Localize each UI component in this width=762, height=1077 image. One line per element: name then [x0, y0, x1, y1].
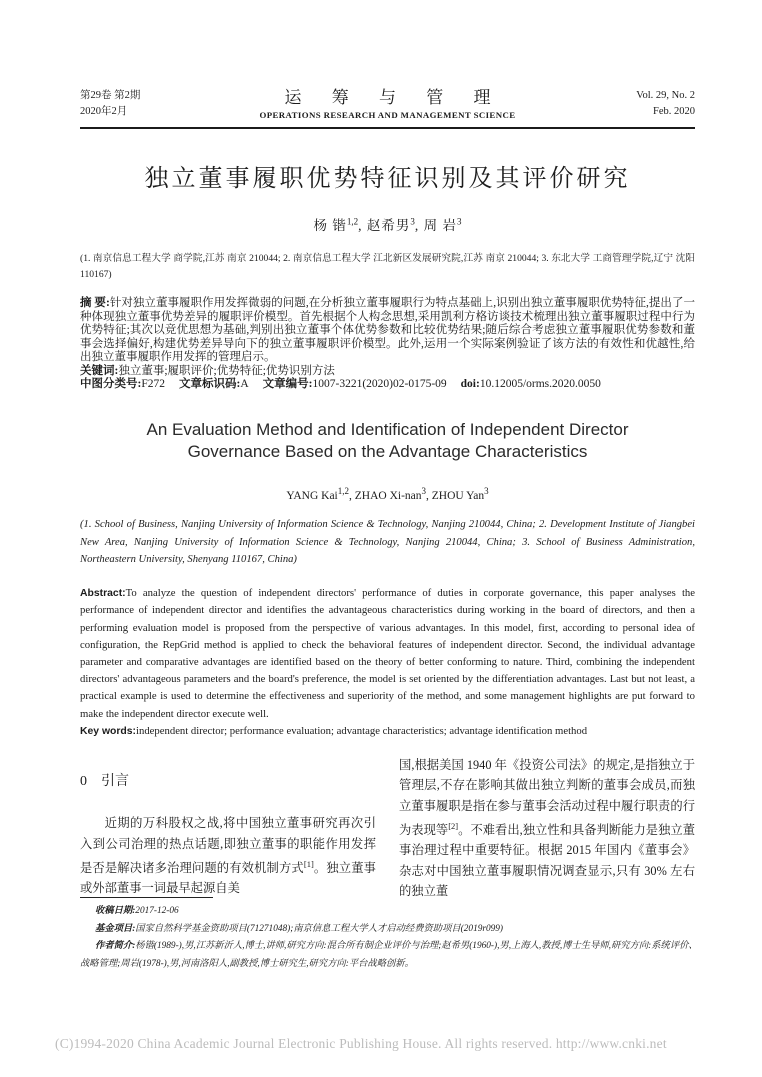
- doi-label: doi:: [460, 378, 480, 390]
- keywords-text-cn: 独立董事;履职评价;优势特征;优势识别方法: [118, 364, 335, 377]
- page-content: [80, 88, 695, 901]
- affiliations-en: (1. School of Business, Nanjing University of Information Science & Technology, Nanjing 210044, China; 2. Development Institute of Jiangbei New Area, Nanjing University of Information Science & Technology, Nanjing 210044, China; 3. School of Business Administration, Northeastern University, Shenyang 110167, China): [80, 519, 695, 565]
- header-divider: [80, 127, 695, 129]
- author-name-en: ZHOU Yan: [431, 489, 485, 502]
- keywords-en: [80, 723, 695, 740]
- article-title-en-line2: Governance Based on the Advantage Characteristics: [187, 442, 588, 461]
- received-date-label: 收稿日期:: [95, 906, 136, 916]
- clc-number: F272: [141, 378, 165, 390]
- doc-code-label: 文章标识码:: [179, 378, 241, 390]
- article-title-en: [80, 419, 695, 464]
- author-affil-sup: 1,2: [337, 485, 350, 496]
- funding-value: 国家自然科学基金资助项目(71271048);南京信息工程大学人才启动经费资助项目(2019r099): [135, 923, 504, 934]
- cnki-watermark: (C)1994-2020 China Academic Journal Electronic Publishing House. All rights reserved. http://www.cnki.net: [55, 1036, 667, 1051]
- author-affil-sup: 3: [410, 216, 415, 227]
- received-date-value: 2017-12-06: [135, 906, 179, 916]
- author-separator: ,: [349, 489, 355, 502]
- paragraph-text: 。不难看出,独立性和具备判断能力是独立董事治理过程中重要特征。根据 2015 年国内《董事会》杂志对中国独立董事履职情况调查显示,只有 30% 左右的独立董: [399, 823, 695, 898]
- abstract-cn: [80, 297, 695, 365]
- author-bio-label: 作者简介:: [95, 941, 136, 952]
- doi-value: 10.12005/orms.2020.0050: [479, 378, 601, 390]
- article-title-en-line1: An Evaluation Method and Identification of Independent Director: [146, 419, 629, 439]
- keywords-label-en: Key words:: [80, 725, 137, 737]
- author-bio-value: 杨锴(1989-),男,江苏新沂人,博士,讲师,研究方向:混合所有制企业评价与治理;赵希男(1960-),男,上海人,教授,博士生导师,研究方向:系统评价、战略管理;周岩(1978-),男,河南洛阳人,副教授,博士研究生,研究方向:平台战略创新。: [80, 941, 698, 969]
- doc-code: A: [240, 378, 249, 390]
- author-affil-sup: 3: [484, 485, 489, 496]
- paragraph-text: 国,根据美国 1940 年《投资公司法》的规定,是指独立于管理层,不存在影响其做出独立判断的董事会成员,而独立董事履职是指在参与董事会活动过程中履行职责的行为表现等: [399, 758, 695, 838]
- article-title-cn: 独立董事履职优势特征识别及其评价研究: [144, 166, 631, 192]
- article-id: 1007-3221(2020)02-0175-09: [312, 378, 447, 390]
- author-separator: ,: [426, 489, 432, 502]
- keywords-cn: [80, 365, 695, 379]
- header-center: [200, 88, 575, 122]
- keywords-label-cn: 关键词:: [80, 364, 119, 377]
- body-paragraph: [399, 755, 695, 901]
- paragraph-text: 近期的万科股权之战,将中国独立董事研究再次引入到公司治理的热点话题,即独立董事的职能作用发挥是否是解决诸多治理问题的有效机制方式: [80, 816, 376, 876]
- date-cn: 2020年2月: [80, 106, 128, 117]
- body-column-right: [399, 755, 695, 901]
- author-affil-sup: 3: [421, 485, 427, 496]
- volume-issue-cn: 第29卷 第2期: [80, 90, 141, 101]
- author-affil-sup: 3: [457, 216, 462, 227]
- authors-line-en: [80, 486, 695, 502]
- abstract-text-en: To analyze the question of independent directors' performance of duties in corporate governance, this paper analyses the performance of independent director and identifies the advantageous characteristics during working in the board of directors, and then a performing evaluation model is proposed from the perspective of various advantages. In this model, first, according to personal idea of configuration, the RepGrid method is applied to check the behavioral features of independent director. Second, the individual advantage parameter and comparative advantages are identified based on the theory of better conforming to nature. Third, combining the independent directors' advantageous parameters and the board's preference, the model is set oriented by the differentiation advantages. Last but not least, a practical example is used to determine the effectiveness and superiority of the method, and some management highlights are put forward to make the independent director execute well.: [80, 587, 695, 720]
- author-name: 周 岩: [423, 218, 457, 233]
- body-column-left: [80, 755, 376, 901]
- section-heading: [80, 772, 376, 792]
- author-affil-sup: 1,2: [346, 216, 359, 227]
- footnote-author-bio: [80, 938, 698, 973]
- header-right: [575, 88, 695, 120]
- author-name: 赵希男: [366, 218, 411, 233]
- footnote-funding: [80, 921, 698, 939]
- author-separator: ,: [358, 218, 367, 233]
- footnote-received-date: [80, 903, 698, 921]
- keywords-text-en: independent director; performance evaluation; advantage characteristics; advantage identification method: [136, 724, 588, 737]
- body-paragraph: [80, 813, 376, 898]
- author-separator: ,: [414, 218, 424, 233]
- paragraph-text: 。独立董事或外部董事一词最早起源自美: [80, 861, 376, 896]
- clc-label: 中图分类号:: [80, 378, 142, 390]
- abstract-label-en: Abstract:: [80, 588, 126, 600]
- section-number: 0: [80, 774, 87, 790]
- article-id-label: 文章编号:: [262, 378, 313, 390]
- authors-line-cn: [80, 214, 695, 234]
- date-en: Feb. 2020: [653, 106, 695, 117]
- volume-issue-en: Vol. 29, No. 2: [636, 90, 695, 101]
- header-left: [80, 88, 200, 120]
- footnote-divider: [80, 897, 213, 898]
- funding-label: 基金项目:: [95, 923, 136, 934]
- section-title: 引言: [101, 774, 129, 790]
- body-columns: [80, 755, 695, 901]
- author-name: 杨 锴: [313, 218, 347, 233]
- abstract-en: [80, 585, 695, 723]
- author-name-en: ZHAO Xi-nan: [354, 489, 422, 502]
- article-meta-line: [80, 378, 695, 392]
- abstract-text-cn: 针对独立董事履职作用发挥微弱的问题,在分析独立董事履职行为特点基础上,识别出独立董事履职优势特征,提出了一种体现独立董事优势差异的履职评价模型。首先根据个人构念思想,采用凯利方格访谈技术梳理出独立董事履职过程中行为优势特征;其次以竞优思想为基础,判别出独立董事个体优势参数和比较优势结果;随后综合考虑独立董事履职优势参数和董事会选择偏好,构建优势差异导向下的独立董事履职评价模型。此外,运用一个实际案例验证了该方法的有效性和优越性,给出独立董事履职作用发挥的管理启示。: [80, 297, 695, 363]
- footnote-block: [80, 897, 698, 973]
- journal-header: [80, 88, 695, 122]
- affiliations-cn: (1. 南京信息工程大学 商学院,江苏 南京 210044; 2. 南京信息工程大学 江北新区发展研究院,江苏 南京 210044; 3. 东北大学 工商管理学院,辽宁 沈阳 110167): [80, 253, 695, 280]
- journal-title-en: OPERATIONS RESEARCH AND MANAGEMENT SCIENCE: [259, 110, 516, 120]
- citation-ref: [2]: [448, 820, 459, 831]
- abstract-label-cn: 摘 要:: [80, 297, 110, 309]
- journal-title-cn: 运 筹 与 管 理: [284, 88, 504, 107]
- citation-ref: [1]: [303, 858, 314, 869]
- author-name-en: YANG Kai: [286, 489, 338, 502]
